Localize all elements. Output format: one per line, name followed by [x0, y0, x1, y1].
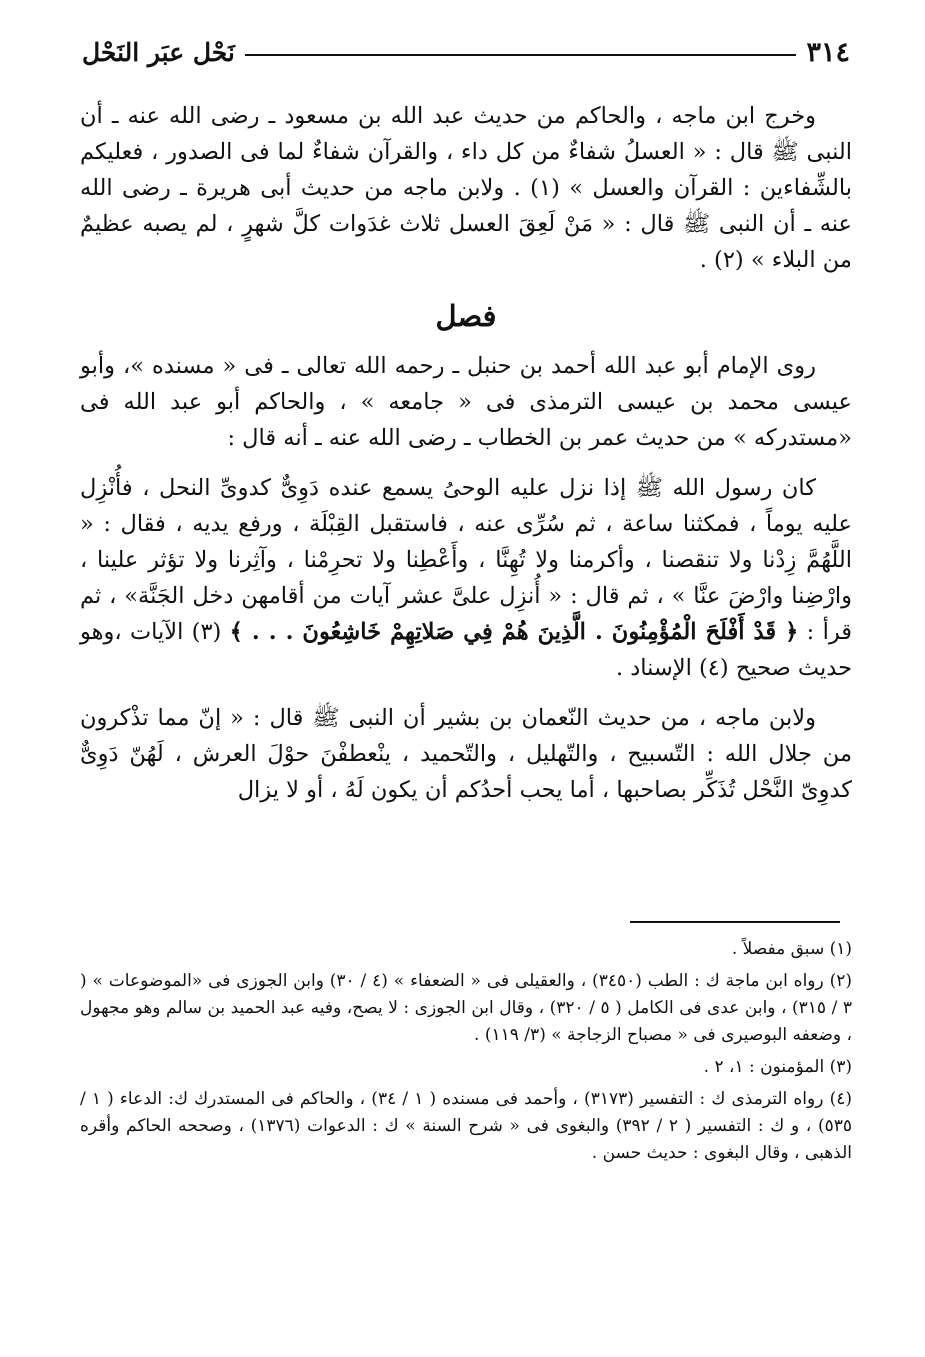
footnote-1: (١) سبق مفصلاً .: [731, 939, 852, 959]
paragraph-4: ولابن ماجه ، من حديث النّعمان بن بشير أن النبى ﷺ قال : « إنّ مما تذْكرون من جلال الله : التّسبيح ، والتّهليل ، والتّحميد ، ينْعطفْنَ حوْلَ العرش ، لَهُنّ دَوِىٌّ كدوِىّ النَّحْل تُذَكِّر بصاحبها ، أما يحب أحدُكم أن يكون لَهُ ، أو لا يزال: [80, 705, 852, 803]
header-rule: [245, 54, 797, 56]
footnote-3: (٣) المؤمنون : ١، ٢ .: [703, 1057, 852, 1077]
main-text: [80, 98, 852, 808]
hadith-grading: (٣) الآيات ،وهو حديث صحيح (٤) الإسناد .: [80, 619, 852, 681]
footnote-4: (٤) رواه الترمذى ك : التفسير (٣١٧٣) ، وأحمد فى مسنده ( ١ / ٣٤) ، والحاكم فى المستدرك ك: الدعاء ( ١ / ٥٣٥) ، و ك : التفسير ( ٢ / ٣٩٢) والبغوى فى « شرح السنة » ك : الدعوات (١٣٧٦) ، وصححه الحاكم وأقره الذهبى ، وقال البغوى : حديث حسن .: [80, 1089, 852, 1163]
paragraph-2: روى الإمام أبو عبد الله أحمد بن حنبل ـ رحمه الله تعالى ـ فى « مسنده »، وأبو عيسى محمد بن عيسى الترمذى فى « جامعه » ، والحاكم أبو عبد الله فى «مستدركه » من حديث عمر بن الخطاب ـ رضى الله عنه ـ أنه قال :: [80, 353, 852, 451]
hadith-text: كان رسول الله ﷺ إذا نزل عليه الوحىُ يسمع عنده دَوِىٌّ كدوىِّ النحل ، فأُنْزِل عليه يوماً ، فمكثنا ساعة ، ثم سُرِّى عنه ، فاستقبل القِبْلَة ، ورفع يديه ، فقال : « اللَّهُمَّ زِدْنا ولا تنقصنا ، وأكرمنا ولا تُهِنَّا ، وأَعْطِنا ولا تحرِمْنا ، وآثِرنا ولا تؤثر علينا ، وارْضِنا وارْضَ عنَّا » ، ثم قال : « أُنزِل علىَّ عشر آيات من أقامهن دخل الجَنَّة» ، ثم قرأ :: [80, 475, 852, 645]
page-number: ٣١٤: [806, 36, 850, 68]
paragraph-3: [80, 470, 852, 686]
page-header: [82, 32, 850, 72]
footnote-rule: [630, 921, 840, 923]
footnotes: [80, 936, 852, 1172]
running-title: نَحْل عبَر النَحْل: [82, 37, 235, 67]
section-title: فصل: [435, 299, 497, 333]
paragraph-1: وخرج ابن ماجه ، والحاكم من حديث عبد الله بن مسعود ـ رضى الله عنه ـ أن النبى ﷺ قال : « العسلُ شفاءٌ من كل داء ، والقرآن شفاءٌ لما فى الصدور ، فعليكم بالشِّفاءين : القرآن والعسل » (١) . ولابن ماجه من حديث أبى هريرة ـ رضى الله عنه ـ أن النبى ﷺ قال : « مَنْ لَعِقَ العسل ثلاث غدَوات كلَّ شهرٍ ، لم يصبه عظيمٌ من البلاء » (٢) .: [80, 103, 852, 273]
footnote-2: (٢) رواه ابن ماجة ك : الطب (٣٤٥٠) ، والعقيلى فى « الضعفاء » (٤ / ٣٠) وابن الجوزى فى «الموضوعات » ( ٣ / ٣١٥) ، وابن عدى فى الكامل ( ٥ / ٣٢٠) ، وقال ابن الجوزى : لا يصح، وفيه عبد الحميد بن سالم وهو مجهول ، وضعفه البوصيرى فى « مصباح الزجاجة » (٣/ ١١٩) .: [80, 971, 852, 1045]
quran-verse: ﴿ قَدْ أَفْلَحَ الْمُؤْمِنُونَ . الَّذِينَ هُمْ فِي صَلاتِهِمْ خَاشِعُونَ . . . ﴾: [229, 619, 799, 645]
